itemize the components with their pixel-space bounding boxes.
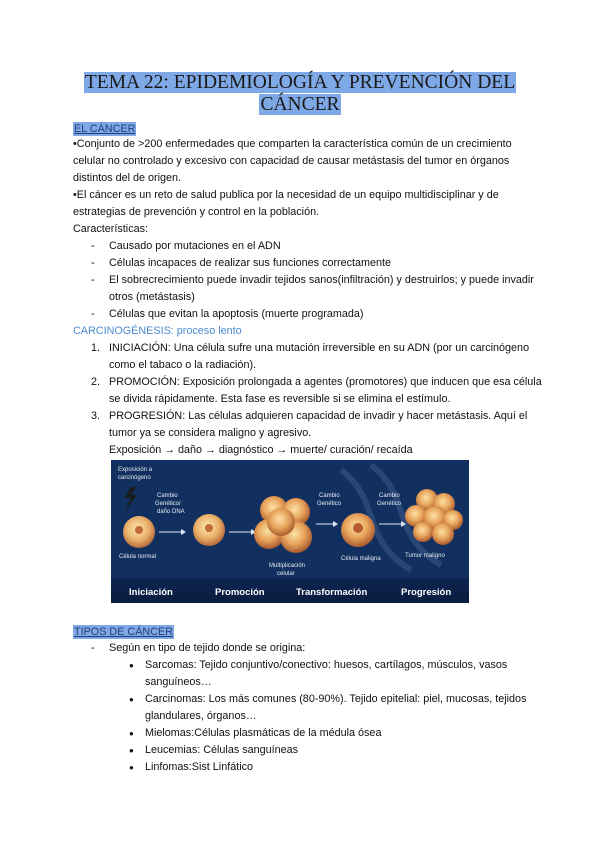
label-multiplication-1: Multiplicación [269,563,306,569]
label-exposure-2: carcinógeno [118,475,151,481]
label-change-dna-2: Genético/ [155,501,181,507]
list-item: ● Mielomas:Células plasmáticas de la médula ósea [129,727,382,739]
label-exposure-1: Exposición a [118,467,153,473]
paragraph-public-health: •El cáncer es un reto de salud publica por la necesidad de un equipo multidisciplinar y de estrategias de prevención y control en la población. [73,189,499,218]
stage-label-promocion: Promoción [215,587,265,598]
label-multiplication-2: celular [277,571,295,577]
section-heading-tipos: TIPOS DE CÁNCER [74,626,173,638]
list-item: - Células incapaces de realizar sus funciones correctamente [91,257,392,269]
list-item: ● Linfomas:Sist Linfático [129,761,254,773]
label-genetic-change-b-1: Cambio [379,493,400,499]
list-item: ● Sarcomas: Tejido conjuntivo/conectivo: huesos, cartílagos, músculos, vasos sanguíneos… [129,659,508,688]
label-normal-cell: Célula normal [119,554,157,560]
list-item: - Células que evitan la apoptosis (muerte programada) [91,308,364,320]
list-item: - Causado por mutaciones en el ADN [91,240,281,252]
section-body-carcinogenesis [73,340,543,459]
title-line-2: CÁNCER [260,94,340,115]
paragraph-definition: •Conjunto de >200 enfermedades que comparten la característica común de un crecimiento celular no controlado y excesivo con capacidad de causar metástasis del tumor en órganos distintos del de origen. [73,138,512,184]
page-title [60,72,540,116]
label-genetic-change-a-1: Cambio [319,493,340,499]
title-line-1: TEMA 22: EPIDEMIOLOGÍA Y PREVENCIÓN DEL [84,72,516,93]
label-genetic-change-b-2: Genético [377,501,402,507]
characteristics-label: Características: [73,223,148,235]
figure-svg [111,460,469,603]
list-item: ● Leucemias: Células sanguíneas [129,744,299,756]
section-heading-el-cancer: EL CÁNCER [74,123,136,135]
list-item: 2. PROMOCIÓN: Exposición prolongada a agentes (promotores) que inducen que esa célula se divida rápidamente. Esta fase es reversible si se elimina el estímulo. [91,376,542,405]
stage-label-progresion: Progresión [401,587,452,598]
label-malignant-tumor: Tumor maligno [405,553,445,559]
list-item: 1. INICIACIÓN: Una célula sufre una mutación irreversible en su ADN (por un carcinógeno como el tabaco o la radiación). [91,342,530,371]
stage-label-iniciacion: Iniciación [129,587,173,598]
label-genetic-change-a-2: Genético [317,501,342,507]
stage-label-transformacion: Transformación [296,587,368,598]
section-heading-carcinogenesis: CARCINOGÉNESIS: proceso lento [73,325,242,337]
section-body-el-cancer [73,136,543,323]
cell-cluster-graphic [254,496,312,553]
carcinogenesis-figure [111,460,469,603]
label-change-dna-1: Cambio [157,493,178,499]
list-item: - Según en tipo de tejido donde se origina: [91,642,306,654]
list-item: ● Carcinomas: Los más comunes (80-90%). Tejido epitelial: piel, mucosas, tejidos glandulares, órganos… [129,693,527,722]
label-malignant-cell: Célula maligna [341,556,381,562]
list-item: - El sobrecrecimiento puede invadir tejidos sanos(infiltración) y destruirlos; y puede invadir otros (metástasis) [91,274,534,303]
section-body-tipos [73,640,543,776]
sequence-line: Exposición → daño → diagnóstico → muerte/ curación/ recaída [109,444,413,456]
list-item: 3. PROGRESIÓN: Las células adquieren capacidad de invadir y hacer metástasis. Aquí el tumor ya se considera maligno y agresivo. [91,410,528,439]
label-change-dna-3: daño DNA [157,509,185,515]
